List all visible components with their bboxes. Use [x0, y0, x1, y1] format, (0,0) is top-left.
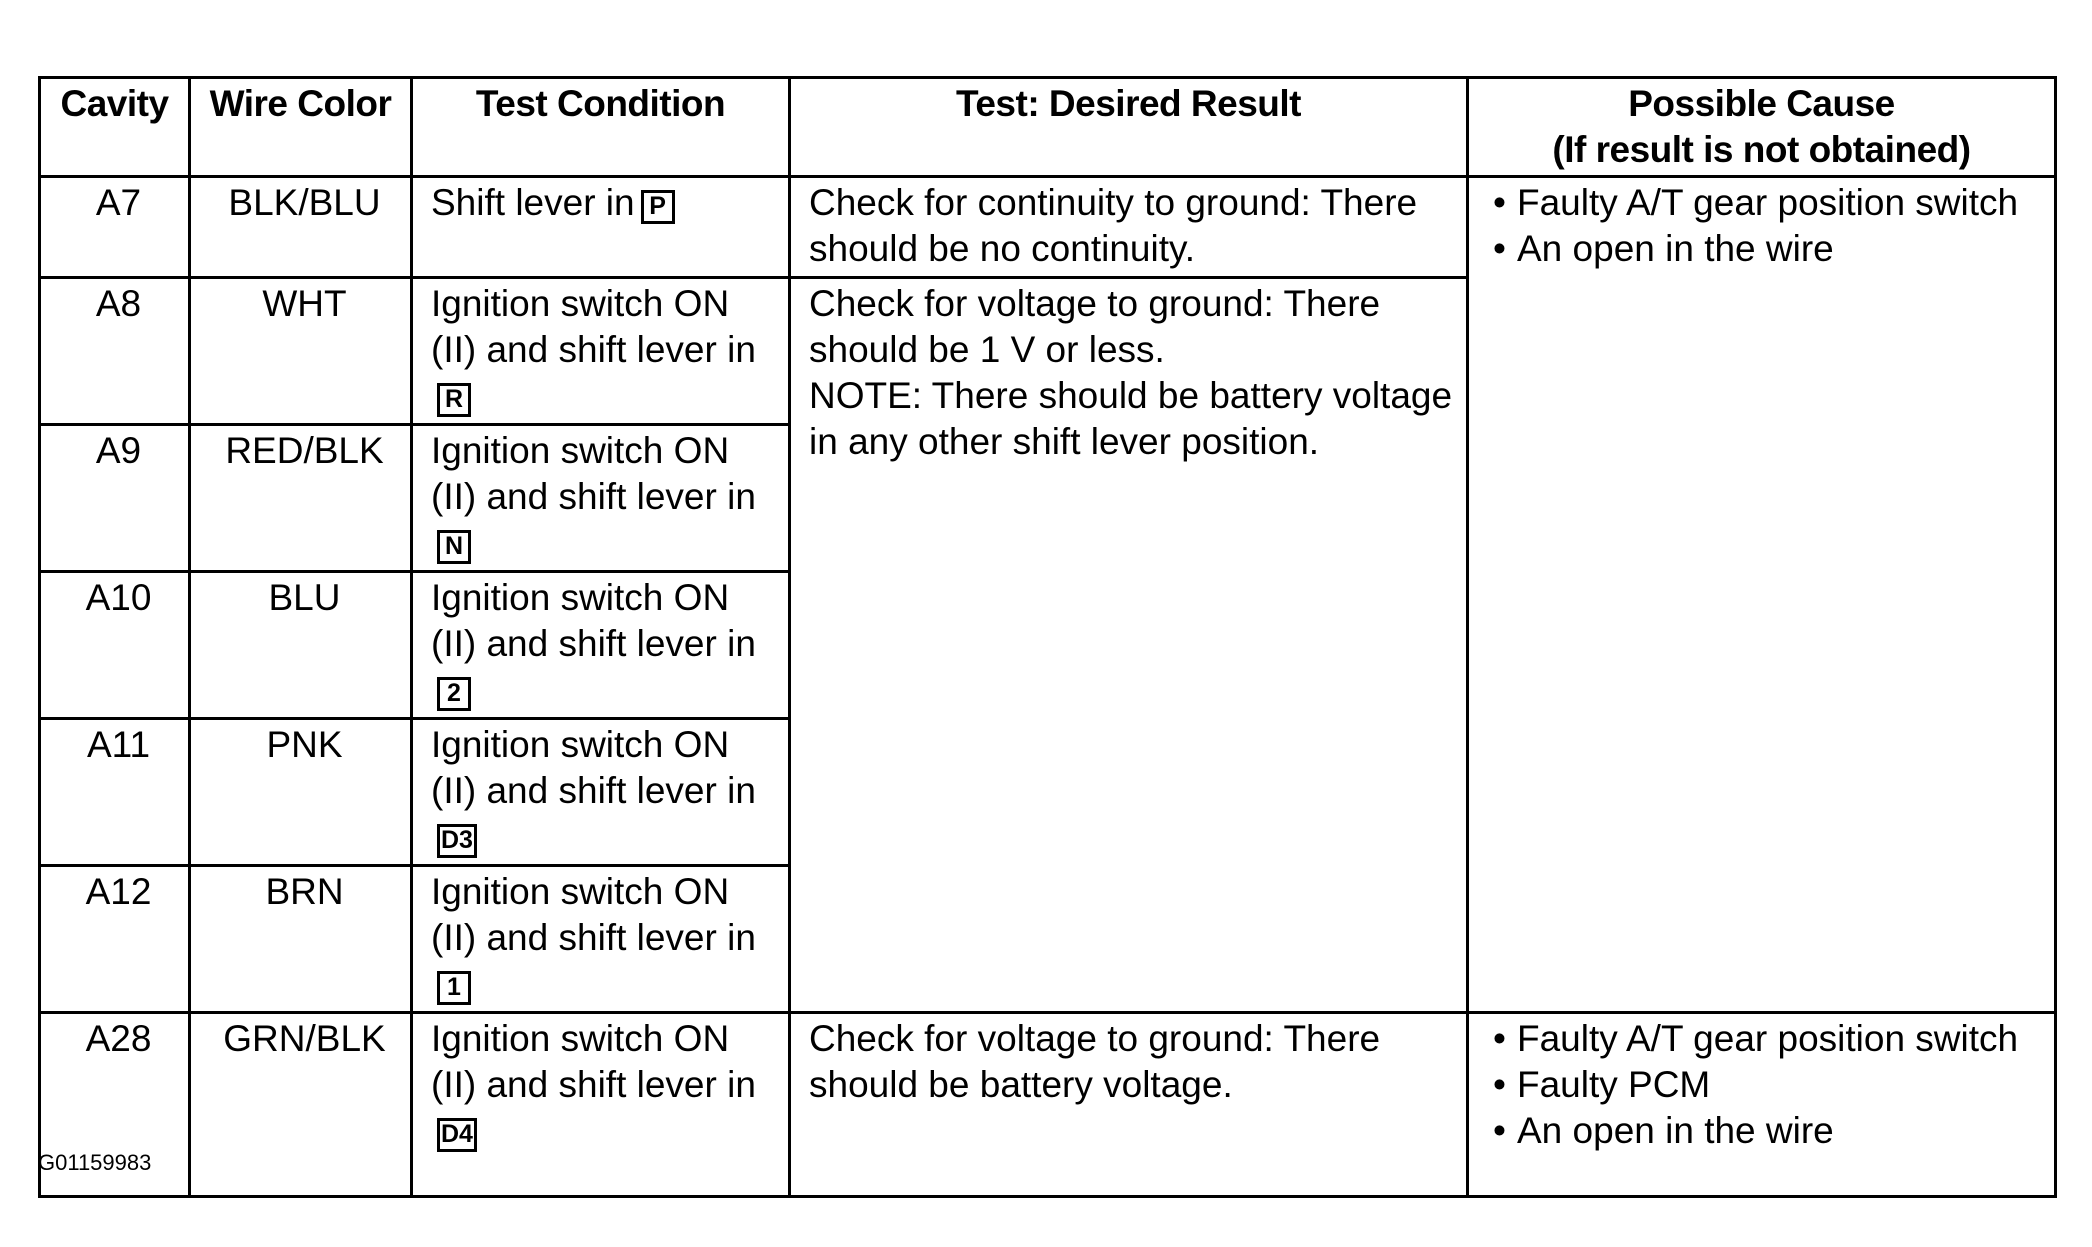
header-possible-cause [1468, 78, 2056, 177]
shift-position-box: P [641, 190, 675, 224]
shift-position-box: R [437, 383, 471, 417]
shift-position-box: 1 [437, 971, 471, 1005]
cavity-cell: A7 [40, 177, 190, 278]
header-row [40, 78, 2056, 177]
possible-cause-cell [1468, 177, 2056, 1013]
test-spec-table [38, 76, 2057, 1198]
test-condition-cell [412, 719, 790, 866]
test-condition-text: Ignition switch ON (II) and shift lever in [431, 871, 756, 958]
test-condition-text: Ignition switch ON (II) and shift lever in [431, 724, 756, 811]
test-condition-text: Shift lever in [431, 182, 635, 223]
test-condition-cell [412, 278, 790, 425]
test-condition-cell [412, 572, 790, 719]
cause-item: • Faulty A/T gear position switch [1487, 1016, 2044, 1062]
shift-position-box: N [437, 530, 471, 564]
cavity-cell: A28 [40, 1013, 190, 1197]
test-condition-text: Ignition switch ON (II) and shift lever in [431, 430, 756, 517]
shift-position-box: D3 [437, 824, 477, 858]
header-possible-cause-sub: (If result is not obtained) [1552, 129, 1971, 170]
wire-color-cell: GRN/BLK [190, 1013, 412, 1197]
header-cavity: Cavity [40, 78, 190, 177]
cause-item: • Faulty PCM [1487, 1062, 2044, 1108]
test-condition-text: Ignition switch ON (II) and shift lever in [431, 1018, 756, 1105]
table-row [40, 1013, 2056, 1197]
cavity-cell: A8 [40, 278, 190, 425]
header-possible-cause-title: Possible Cause [1628, 83, 1895, 124]
figure-id: G01159983 [38, 1150, 152, 1175]
test-condition-text: Ignition switch ON (II) and shift lever in [431, 283, 756, 370]
desired-result-cell [790, 278, 1468, 1013]
header-desired-result: Test: Desired Result [790, 78, 1468, 177]
shift-position-box: D4 [437, 1118, 477, 1152]
wire-color-cell: PNK [190, 719, 412, 866]
test-condition-text: Ignition switch ON (II) and shift lever in [431, 577, 756, 664]
desired-result-cell: Check for voltage to ground: There should be battery voltage. [790, 1013, 1468, 1197]
wire-color-cell: RED/BLK [190, 425, 412, 572]
cavity-cell: A11 [40, 719, 190, 866]
cavity-cell: A10 [40, 572, 190, 719]
wire-color-cell: BLU [190, 572, 412, 719]
cause-list [1487, 1016, 2044, 1154]
test-condition-cell [412, 1013, 790, 1197]
test-condition-cell [412, 177, 790, 278]
wire-color-cell: BRN [190, 866, 412, 1013]
desired-result-cell: Check for continuity to ground: There should be no continuity. [790, 177, 1468, 278]
result-text: Check for voltage to ground: There should be 1 V or less. [809, 283, 1381, 370]
cavity-cell: A12 [40, 866, 190, 1013]
cavity-cell: A9 [40, 425, 190, 572]
table-row [40, 177, 2056, 278]
wire-color-cell: BLK/BLU [190, 177, 412, 278]
shift-position-box: 2 [437, 677, 471, 711]
cause-item: • Faulty A/T gear position switch [1487, 180, 2044, 226]
test-condition-cell [412, 425, 790, 572]
cause-list [1487, 180, 2044, 272]
header-wire-color: Wire Color [190, 78, 412, 177]
wire-color-cell: WHT [190, 278, 412, 425]
possible-cause-cell [1468, 1013, 2056, 1197]
header-test-condition: Test Condition [412, 78, 790, 177]
cause-item: • An open in the wire [1487, 226, 2044, 272]
test-condition-cell [412, 866, 790, 1013]
cause-item: • An open in the wire [1487, 1108, 2044, 1154]
result-note: NOTE: There should be battery voltage in any other shift lever position. [809, 375, 1453, 462]
